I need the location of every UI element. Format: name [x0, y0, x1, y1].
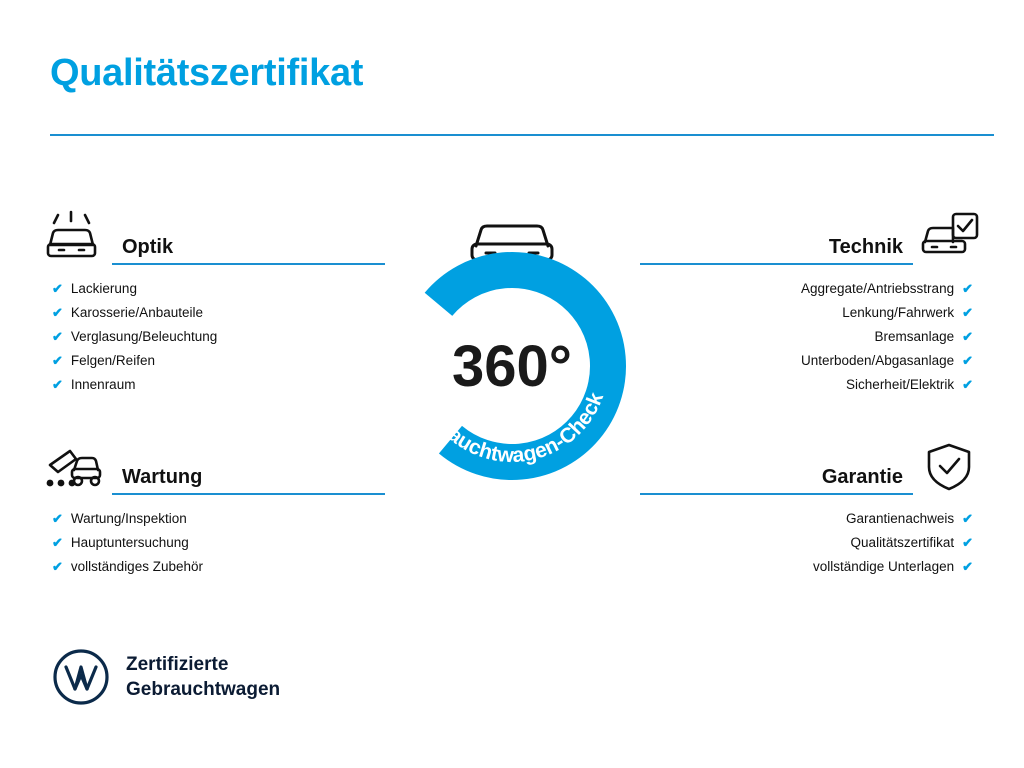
- list-item: [640, 301, 985, 325]
- list-item-label: Felgen/Reifen: [70, 353, 155, 368]
- check-icon: ✔: [52, 559, 63, 574]
- group-heading-garantie: Garantie: [821, 466, 903, 488]
- group-divider-garantie: [640, 493, 913, 495]
- check-icon: ✔: [52, 329, 63, 344]
- footer-text: [126, 652, 280, 702]
- group-header-optik: [40, 205, 385, 267]
- group-technik: [640, 205, 985, 397]
- list-item: [40, 531, 385, 555]
- check-icon: ✔: [52, 281, 63, 296]
- title-divider: [50, 134, 994, 136]
- list-item: [640, 531, 985, 555]
- list-item-label: Innenraum: [70, 377, 136, 392]
- right-column: [640, 205, 985, 579]
- group-title-block-optik: [112, 236, 385, 267]
- list-item: [40, 349, 385, 373]
- checklist-wartung: [40, 507, 385, 579]
- group-divider-technik: [640, 263, 913, 265]
- list-item: [40, 555, 385, 579]
- list-item-label: Qualitätszertifikat: [850, 535, 955, 550]
- group-header-wartung: [40, 435, 385, 497]
- list-item-label: Sicherheit/Elektrik: [846, 377, 955, 392]
- car-lift-icon: [40, 439, 112, 497]
- check-icon: ✔: [962, 535, 973, 550]
- center-badge: [378, 196, 646, 496]
- group-optik: [40, 205, 385, 397]
- checklist-optik: [40, 277, 385, 397]
- check-icon: ✔: [52, 305, 63, 320]
- list-item: [640, 277, 985, 301]
- shield-check-icon: [913, 439, 985, 497]
- list-item: [40, 325, 385, 349]
- list-item: [640, 555, 985, 579]
- car-front-sparkle-icon: [40, 209, 112, 267]
- list-item-label: Bremsanlage: [874, 329, 955, 344]
- list-item-label: Lenkung/Fahrwerk: [842, 305, 955, 320]
- check-icon: ✔: [962, 377, 973, 392]
- list-item: [40, 507, 385, 531]
- check-icon: ✔: [962, 305, 973, 320]
- check-icon: ✔: [962, 329, 973, 344]
- list-item-label: vollständige Unterlagen: [813, 559, 955, 574]
- footer-brand: [52, 648, 280, 706]
- left-column: [40, 205, 385, 579]
- footer-line-2: Gebrauchtwagen: [126, 679, 281, 700]
- list-item: [640, 325, 985, 349]
- list-item-label: Lackierung: [70, 281, 137, 296]
- list-item-label: Wartung/Inspektion: [70, 511, 187, 526]
- list-item: [640, 507, 985, 531]
- page-title: Qualitätszertifikat: [50, 52, 364, 94]
- list-item-label: Hauptuntersuchung: [70, 535, 189, 550]
- group-title-block-wartung: [112, 466, 385, 497]
- group-header-garantie: [640, 435, 985, 497]
- group-heading-wartung: Wartung: [122, 466, 203, 488]
- list-item: [640, 349, 985, 373]
- list-item-label: Unterboden/Abgasanlage: [800, 353, 955, 368]
- check-icon: ✔: [52, 535, 63, 550]
- group-header-technik: [640, 205, 985, 267]
- badge-value: 360°: [452, 334, 572, 399]
- check-icon: ✔: [962, 353, 973, 368]
- group-title-block-technik: [640, 236, 913, 267]
- group-heading-optik: Optik: [122, 236, 174, 258]
- group-garantie: [640, 435, 985, 579]
- group-wartung: [40, 435, 385, 579]
- list-item: [40, 373, 385, 397]
- group-divider-wartung: [112, 493, 385, 495]
- check-icon: ✔: [962, 511, 973, 526]
- list-item: [40, 301, 385, 325]
- list-item: [40, 277, 385, 301]
- footer-line-1: Zertifizierte: [126, 654, 229, 675]
- group-heading-technik: Technik: [828, 236, 903, 258]
- badge-ring-label: Gebrauchtwagen-Check: [415, 388, 609, 468]
- group-title-block-garantie: [640, 466, 913, 497]
- check-icon: ✔: [962, 281, 973, 296]
- checklist-technik: [640, 277, 985, 397]
- group-divider-optik: [112, 263, 385, 265]
- list-item-label: vollständiges Zubehör: [70, 559, 203, 574]
- check-icon: ✔: [52, 377, 63, 392]
- list-item-label: Verglasung/Beleuchtung: [70, 329, 218, 344]
- check-icon: ✔: [52, 511, 63, 526]
- car-checklist-icon: [913, 209, 985, 267]
- check-icon: ✔: [52, 353, 63, 368]
- vw-logo: [52, 648, 110, 706]
- list-item-label: Aggregate/Antriebsstrang: [800, 281, 955, 296]
- checklist-garantie: [640, 507, 985, 579]
- list-item-label: Karosserie/Anbauteile: [70, 305, 203, 320]
- check-icon: ✔: [962, 559, 973, 574]
- list-item: [640, 373, 985, 397]
- list-item-label: Garantienachweis: [846, 511, 955, 526]
